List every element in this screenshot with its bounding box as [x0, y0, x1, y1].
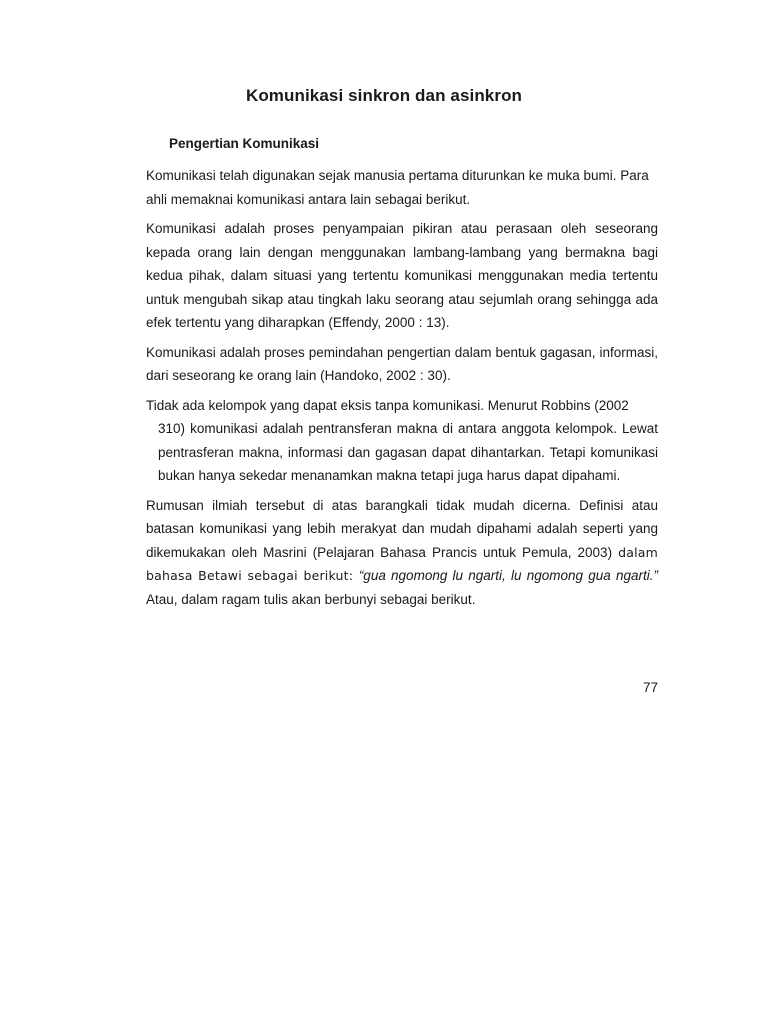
paragraph-2: Komunikasi adalah proses penyampaian pikiran atau perasaan oleh seseorang kepada orang lain dengan menggunakan lambang-lambang yang bermakna bagi kedua pihak, dalam situasi yang tertentu komunikasi menggunakan media tertentu untuk mengubah sikap atau tingkah laku seorang atau sejumlah orang sehingga ada efek tertentu yang diharapkan (Effendy, 2000 : 13). — [146, 221, 658, 330]
paragraph-5-quote-intro: dalam bahasa Betawi sebagai berikut: — [146, 544, 658, 583]
paragraph-5 — [146, 494, 658, 612]
paragraph-5-quote: “gua ngomong lu ngarti, lu ngomong gua ngarti.” — [358, 568, 658, 583]
paragraph-5-end: Atau, dalam ragam tulis akan berbunyi sebagai berikut. — [146, 591, 476, 607]
paragraph-4-first-line: Tidak ada kelompok yang dapat eksis tanpa komunikasi. Menurut Robbins (2002 — [146, 397, 629, 413]
section-heading: Pengertian Komunikasi — [169, 136, 320, 151]
body-text — [146, 164, 658, 617]
page-number: 77 — [642, 680, 658, 695]
page-title: Komunikasi sinkron dan asinkron — [245, 86, 523, 105]
paragraph-5-main: Rumusan ilmiah tersebut di atas barangkali tidak mudah dicerna. Definisi atau batasan komunikasi yang lebih merakyat dan mudah dipahami adalah seperti yang dikemukakan oleh Masrini (Pelajaran Bahasa Prancis untuk Pemula, 2003) — [146, 497, 658, 560]
paragraph-4-rest: 310) komunikasi adalah pentransferan makna di antara anggota kelompok. Lewat pentrasferan makna, informasi dan gagasan dapat dihantarkan. Tetapi komunikasi bukan hanya sekedar menanamkan makna tetapi juga harus dapat dipahami. — [158, 421, 658, 483]
paragraph-4 — [146, 394, 658, 488]
paragraph-3: Komunikasi adalah proses pemindahan pengertian dalam bentuk gagasan, informasi, dari seseorang ke orang lain (Handoko, 2002 : 30). — [146, 344, 658, 383]
paragraph-1: Komunikasi telah digunakan sejak manusia pertama diturunkan ke muka bumi. Para ahli memaknai komunikasi antara lain sebagai berikut. — [146, 168, 649, 207]
